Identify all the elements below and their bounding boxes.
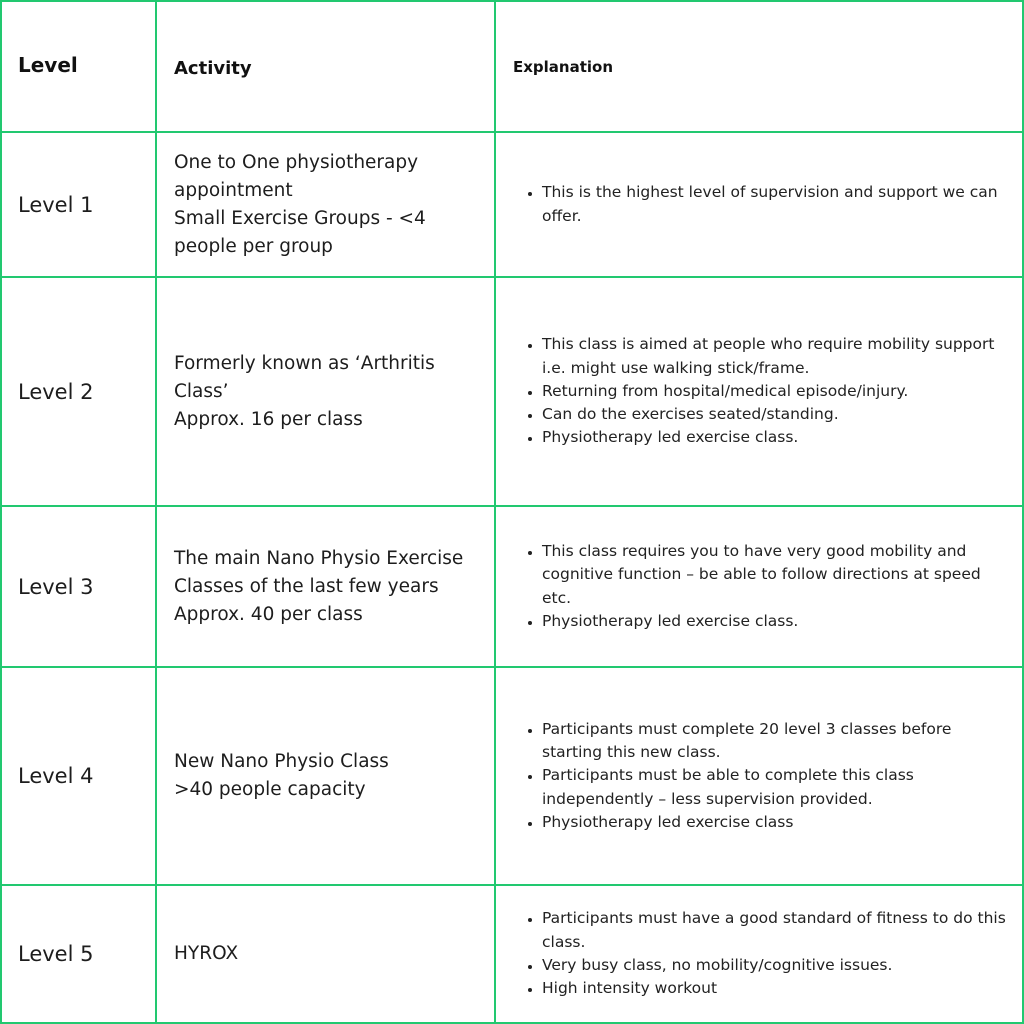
- activity-line: HYROX: [174, 943, 239, 964]
- level-cell: Level 2: [18, 379, 94, 404]
- explanation-list: [496, 181, 1008, 228]
- explanation-cell: [496, 507, 1008, 666]
- explanation-cell: [496, 278, 1008, 505]
- explanation-item: • Can do the exercises seated/standing.: [542, 403, 1008, 426]
- activity-cell: [174, 668, 489, 884]
- activity-line: Class’: [174, 380, 229, 402]
- level-cell: Level 3: [18, 574, 94, 599]
- activity-cell: [174, 278, 489, 505]
- explanation-cell: [496, 133, 1008, 276]
- explanation-list: [496, 540, 1008, 633]
- level-cell: Level 5: [18, 942, 94, 966]
- explanation-item: • Returning from hospital/medical episode/injury.: [542, 380, 1008, 403]
- activity-line: Approx. 40 per class: [174, 603, 363, 625]
- explanation-list: [496, 907, 1008, 1000]
- explanation-item: • High intensity workout: [542, 977, 1008, 1000]
- level-cell: Level 1: [18, 192, 94, 217]
- table-border: [0, 0, 2, 1024]
- activity-line: New Nano Physio Class: [174, 751, 389, 772]
- explanation-list: [496, 333, 1008, 449]
- explanation-item: • This class is aimed at people who require mobility support i.e. might use walking stick/frame.: [542, 333, 1008, 380]
- activity-line: Classes of the last few years: [174, 575, 439, 597]
- explanation-list: [496, 718, 1008, 834]
- header-explanation: Explanation: [513, 58, 614, 76]
- explanation-item: • Participants must be able to complete this class independently – less supervision provided.: [542, 764, 1008, 811]
- explanation-cell: [496, 668, 1008, 884]
- activity-cell: [174, 507, 489, 666]
- explanation-item: • Participants must complete 20 level 3 classes before starting this new class.: [542, 718, 1008, 765]
- activity-line: Small Exercise Groups - <4: [174, 207, 426, 229]
- explanation-item: • Physiotherapy led exercise class: [542, 811, 1008, 834]
- activity-cell: [174, 886, 489, 1022]
- table-border: [0, 0, 1024, 2]
- activity-line: appointment: [174, 179, 293, 201]
- activity-line: One to One physiotherapy: [174, 151, 419, 173]
- header-level: Level: [18, 53, 78, 77]
- activity-line: The main Nano Physio Exercise: [174, 547, 464, 569]
- explanation-item: • Physiotherapy led exercise class.: [542, 610, 1008, 633]
- level-cell: Level 4: [18, 764, 94, 788]
- activity-line: Approx. 16 per class: [174, 408, 363, 430]
- explanation-item: • This is the highest level of supervision and support we can offer.: [542, 181, 1008, 228]
- activity-line: people per group: [174, 235, 333, 257]
- explanation-item: • Physiotherapy led exercise class.: [542, 426, 1008, 449]
- header-activity: Activity: [174, 57, 252, 79]
- explanation-item: • Very busy class, no mobility/cognitive issues.: [542, 954, 1008, 977]
- activity-line: >40 people capacity: [174, 779, 366, 800]
- activity-line: Formerly known as ‘Arthritis: [174, 352, 435, 374]
- explanation-item: • This class requires you to have very good mobility and cognitive function – be able to follow directions at speed etc.: [542, 540, 1008, 610]
- explanation-item: • Participants must have a good standard of fitness to do this class.: [542, 907, 1008, 954]
- activity-cell: [174, 133, 489, 276]
- explanation-cell: [496, 886, 1008, 1022]
- column-divider: [155, 0, 157, 1024]
